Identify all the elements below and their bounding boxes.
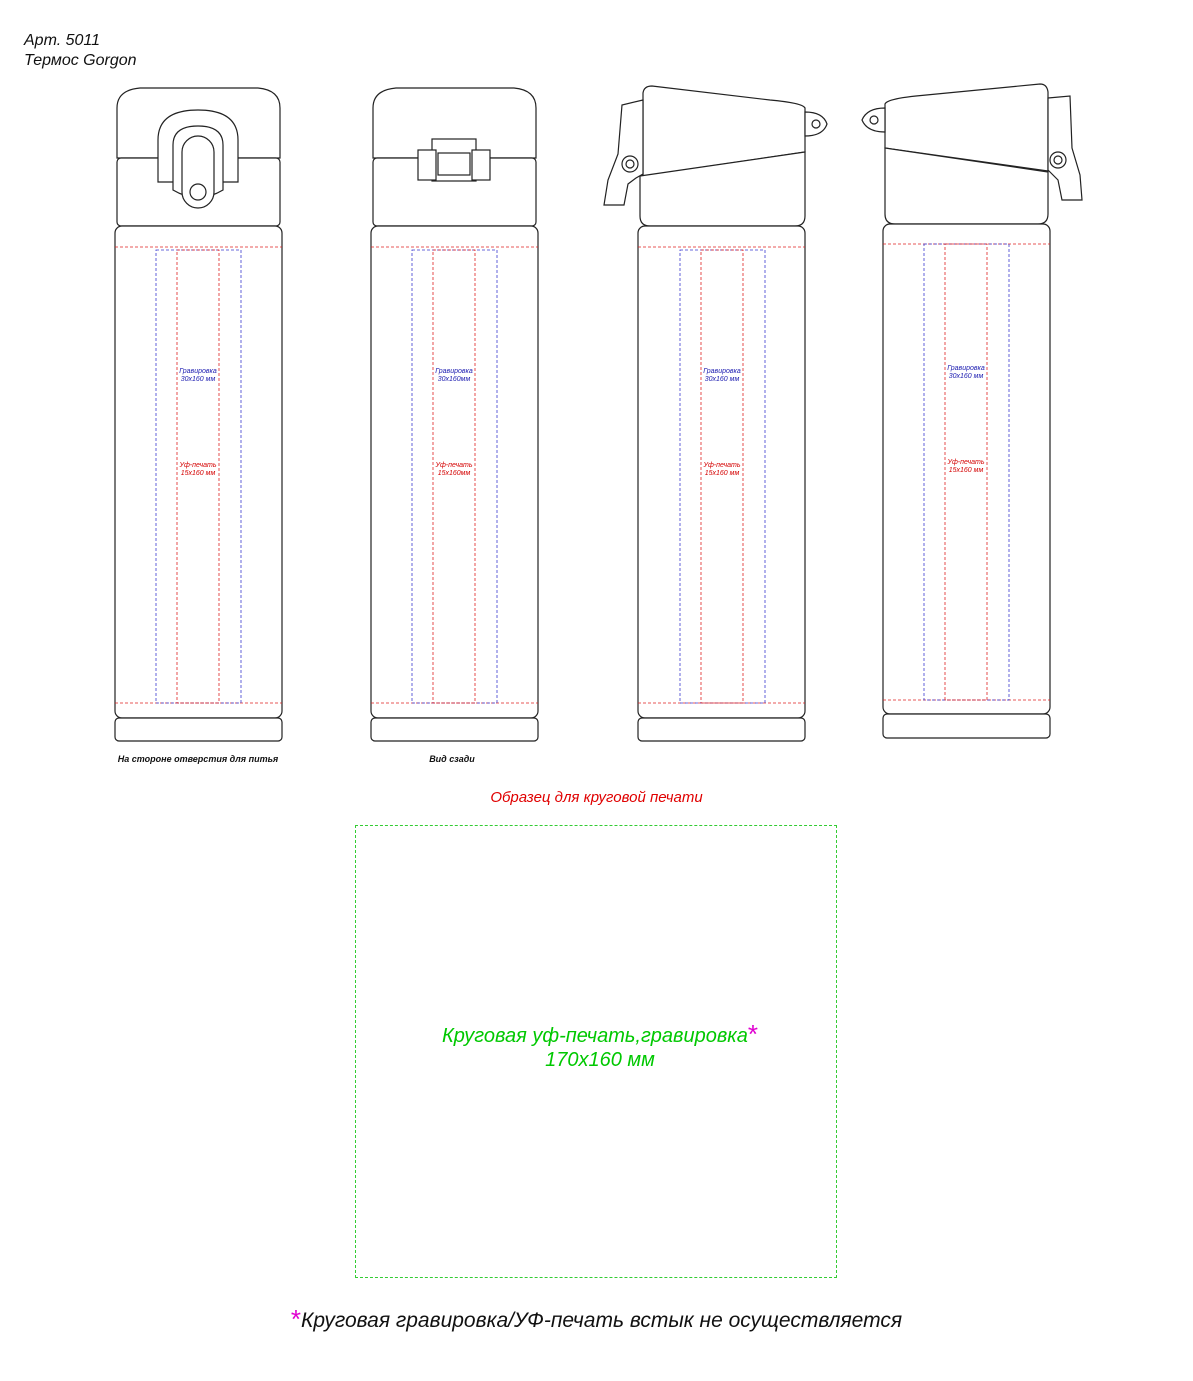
article-number: Арт. 5011 — [24, 32, 101, 49]
thermos-view-side-right — [862, 84, 1082, 738]
uv-size: 15х160 мм — [180, 470, 216, 477]
uv-label: Уф-печать — [947, 459, 985, 466]
wrap-area-size: 170х160 мм — [545, 1049, 655, 1071]
engraving-label: Гравировка — [179, 368, 217, 375]
engraving-size: 30х160 мм — [948, 373, 984, 380]
thermos-base — [371, 718, 538, 741]
engraving-label: Гравировка — [435, 368, 473, 375]
engraving-size: 30х160 мм — [704, 376, 740, 383]
thermos-base — [638, 718, 805, 741]
lock-button-dot — [190, 184, 206, 200]
engraving-size: 30х160мм — [437, 376, 471, 383]
uv-size: 15х160мм — [437, 470, 471, 477]
uv-label: Уф-печать — [435, 462, 473, 469]
uv-size: 15х160 мм — [948, 467, 984, 474]
wrap-area-text: Круговая уф-печать,гравировка — [441, 1025, 748, 1047]
wrap-sample-title: Образец для круговой печати — [490, 789, 703, 806]
hinge-inner-right — [472, 150, 490, 180]
hinge-clip — [1048, 96, 1082, 200]
uv-label: Уф-печать — [703, 462, 741, 469]
footnote-text: Круговая гравировка/УФ-печать встык не осуществляется — [301, 1309, 903, 1332]
caption-front-view: На стороне отверстия для питья — [117, 754, 279, 764]
thermos-view-back — [371, 88, 538, 741]
hinge-inner-left — [418, 150, 436, 180]
engraving-size: 30х160 мм — [180, 376, 216, 383]
lid-tab-hole — [812, 120, 820, 128]
hinge-pivot-inner — [1054, 156, 1062, 164]
asterisk-mark: * — [747, 1019, 758, 1049]
product-name: Термос Gorgon — [24, 52, 137, 69]
hinge-pivot-inner — [626, 160, 634, 168]
uv-size: 15х160 мм — [704, 470, 740, 477]
footnote — [0, 1304, 1193, 1334]
thermos-view-side-left — [604, 86, 827, 741]
uv-label: Уф-печать — [179, 462, 217, 469]
thermos-base — [883, 714, 1050, 738]
asterisk-mark: * — [290, 1304, 301, 1334]
lid-tab-hole — [870, 116, 878, 124]
engraving-label: Гравировка — [703, 368, 741, 375]
engraving-label: Гравировка — [947, 365, 985, 372]
hinge-pin — [438, 153, 470, 175]
wrap-area-label — [300, 1019, 900, 1072]
caption-back-view: Вид сзади — [429, 754, 475, 764]
thermos-view-front — [115, 88, 282, 741]
hinge-clip — [604, 100, 643, 205]
thermos-base — [115, 718, 282, 741]
